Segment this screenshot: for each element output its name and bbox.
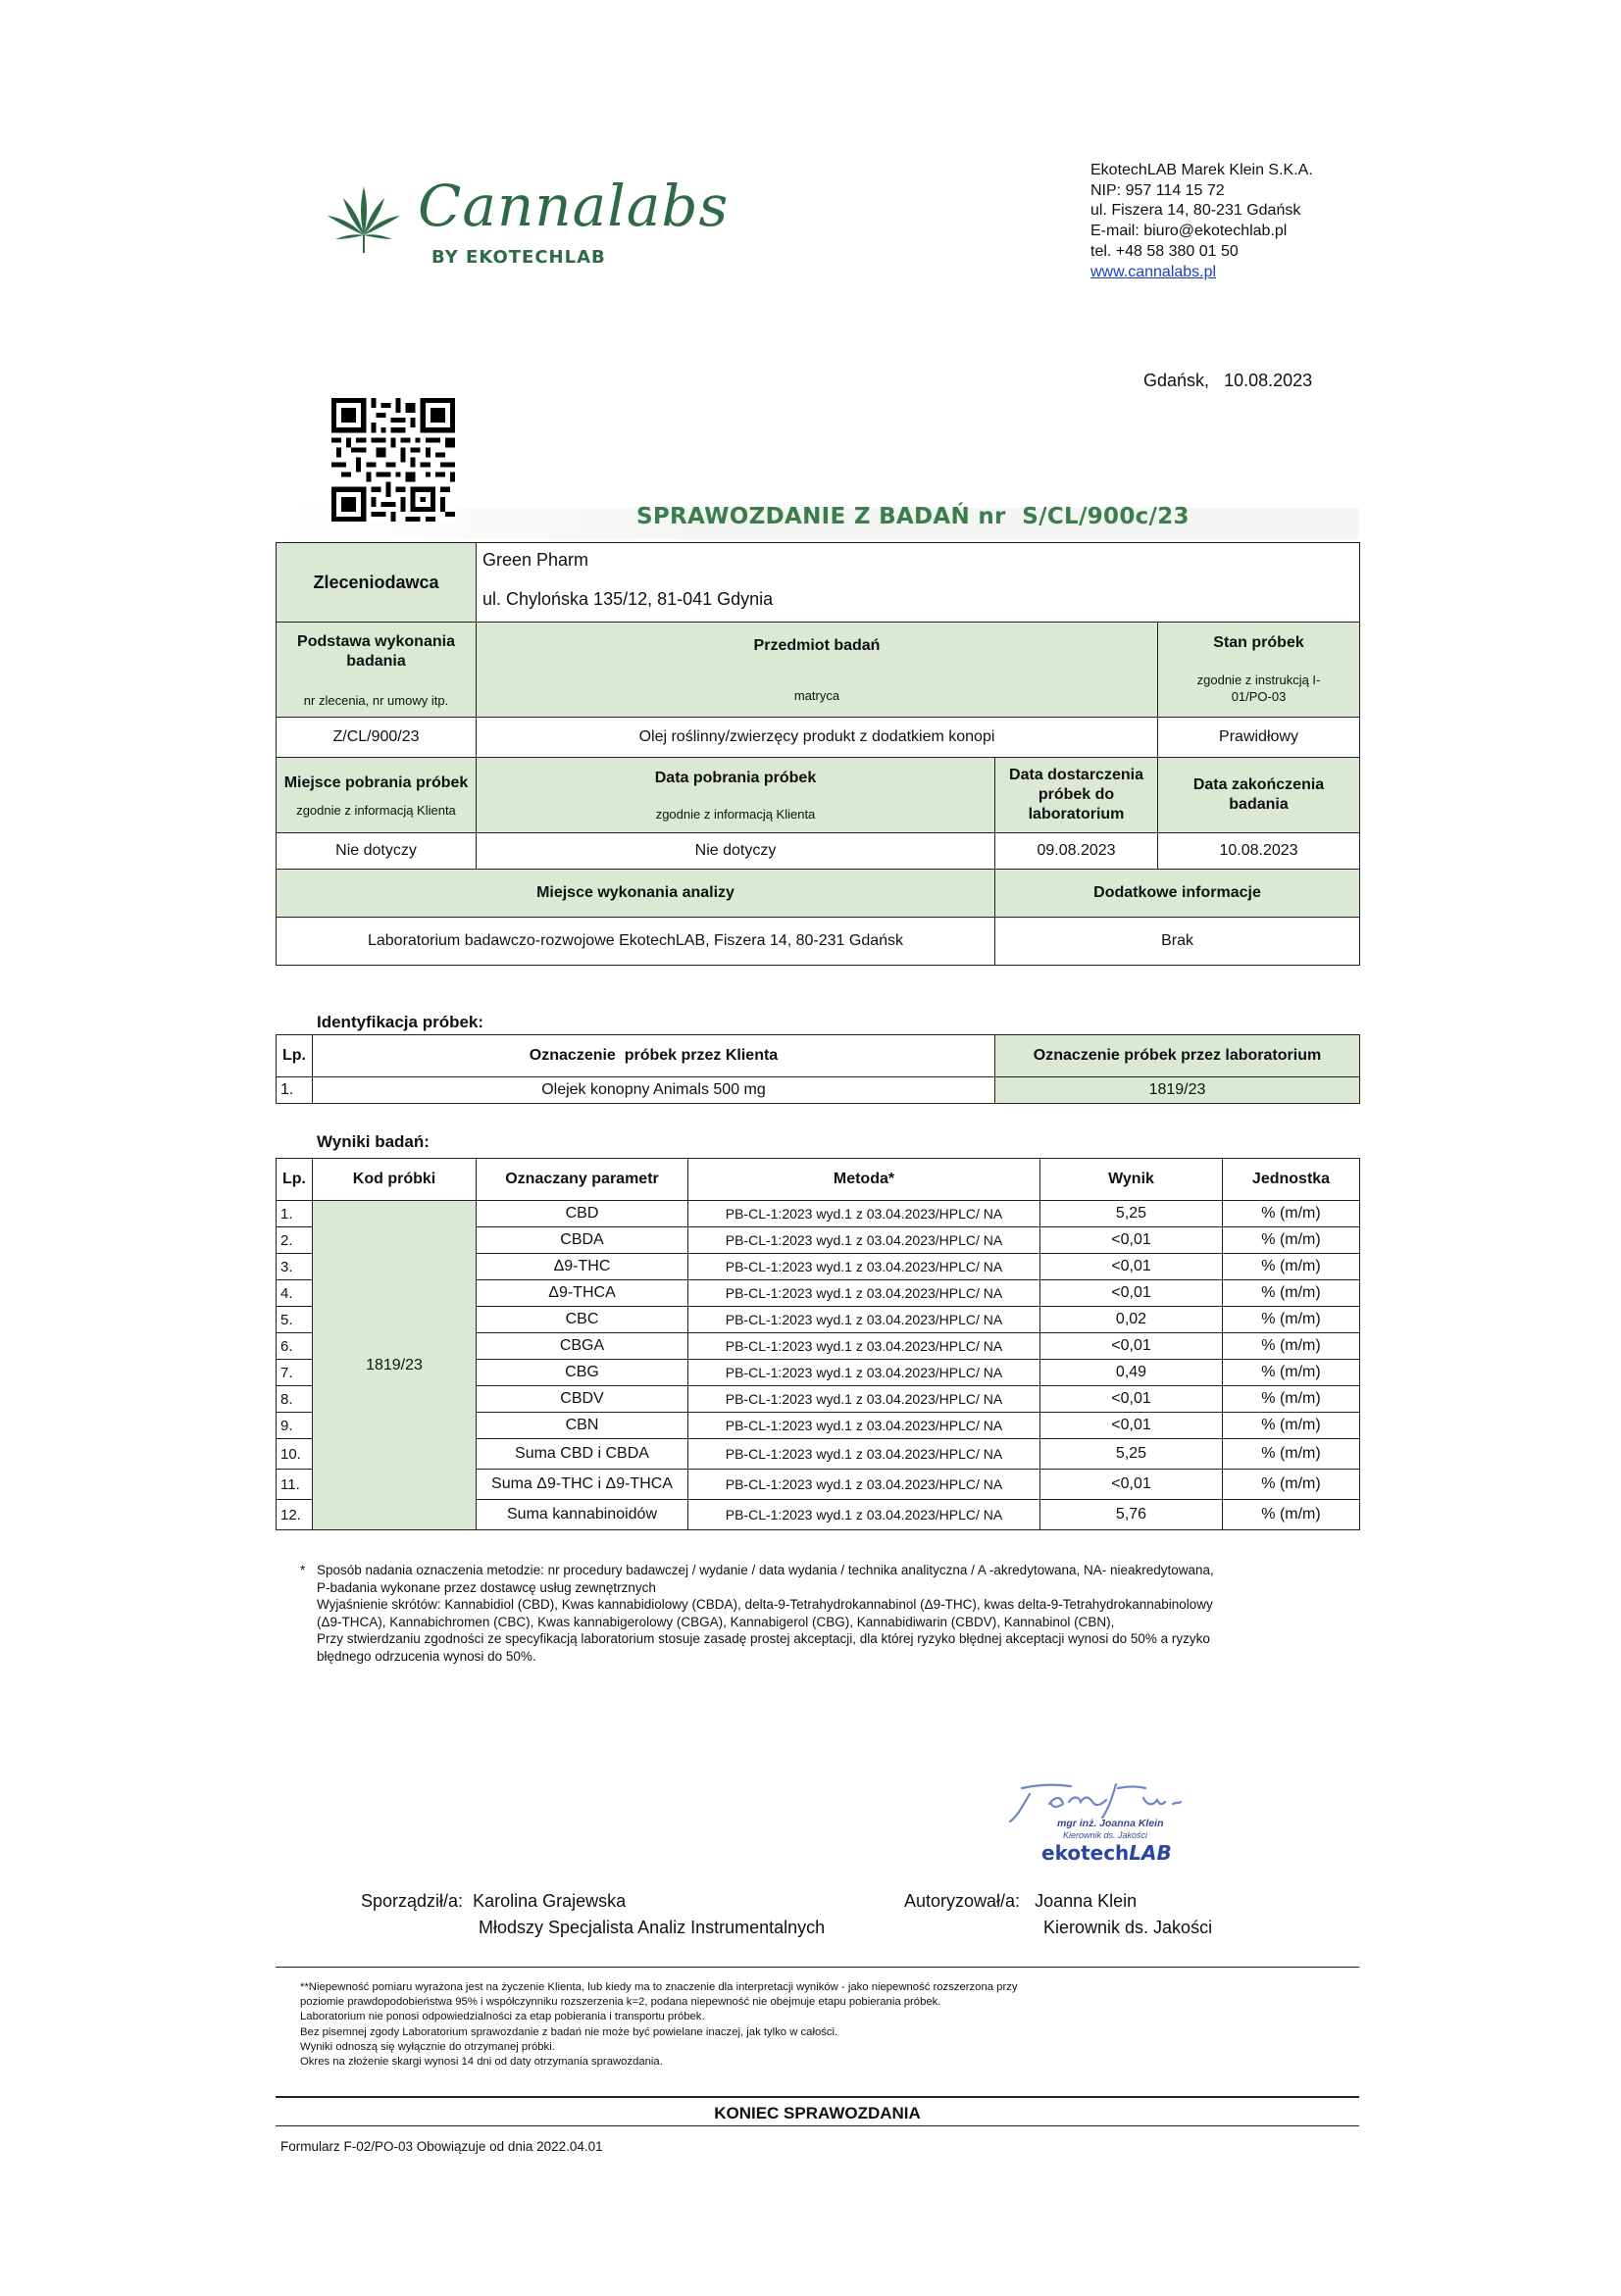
result-method: PB-CL-1:2023 wyd.1 z 03.04.2023/HPLC/ NA [688, 1439, 1040, 1470]
sampling-date-value: Nie dotyczy [477, 833, 995, 870]
company-info [1090, 161, 1313, 282]
result-lp: 4. [277, 1280, 313, 1307]
stamp-brand [1041, 1841, 1172, 1865]
sampling-place-sub: zgodnie z informacją Klienta [296, 802, 456, 818]
completion-date-label: Data zakończenia badania [1158, 758, 1360, 833]
divider [276, 2096, 1359, 2098]
result-value: <0,01 [1040, 1413, 1223, 1439]
result-value: <0,01 [1040, 1227, 1223, 1254]
result-parameter: Δ9-THCA [477, 1280, 688, 1307]
results-header-method: Metoda* [688, 1159, 1040, 1201]
ident-header-lab: Oznaczenie próbek przez laboratorium [995, 1035, 1360, 1077]
notes-line: (Δ9-THCA), Kannabichromen (CBC), Kwas kannabigerolowy (CBGA), Kannabigerol (CBG), Kannabidiwarin (CBDV), Kannabinol (CBN), [317, 1614, 1115, 1629]
result-method: PB-CL-1:2023 wyd.1 z 03.04.2023/HPLC/ NA [688, 1500, 1040, 1530]
result-value: 0,49 [1040, 1360, 1223, 1386]
stamp-name: mgr inż. Joanna Klein [1057, 1818, 1164, 1829]
result-method: PB-CL-1:2023 wyd.1 z 03.04.2023/HPLC/ NA [688, 1227, 1040, 1254]
result-value: <0,01 [1040, 1280, 1223, 1307]
result-parameter: CBGA [477, 1333, 688, 1360]
ident-client: Olejek konopny Animals 500 mg [313, 1077, 995, 1104]
client-label: Zleceniodawca [277, 543, 477, 623]
results-header-unit: Jednostka [1223, 1159, 1360, 1201]
result-lp: 5. [277, 1307, 313, 1333]
notes-star: * [300, 1563, 306, 1577]
notes-line: P-badania wykonane przez dostawcę usług zewnętrznych [317, 1579, 656, 1595]
company-email: E-mail: biuro@ekotechlab.pl [1090, 223, 1288, 240]
subject-label: Przedmiot badań [753, 636, 881, 654]
sampling-place-header [277, 758, 477, 833]
delivery-date-label: Data dostarczenia próbek do laboratorium [995, 758, 1158, 833]
result-parameter: CBDA [477, 1227, 688, 1254]
result-parameter: Suma CBD i CBDA [477, 1439, 688, 1470]
logo-script: Cannalabs [418, 173, 730, 239]
result-lp: 1. [277, 1201, 313, 1227]
result-unit: % (m/m) [1223, 1439, 1360, 1470]
notes-line: Sposób nadania oznaczenia metodzie: nr procedury badawczej / wydanie / data wydania / technika analityczna / A -akredytowana, NA- nieakredytowana, [317, 1563, 1214, 1577]
sampling-date-header [477, 758, 995, 833]
place: Gdańsk, [1143, 371, 1210, 390]
identification-label: Identyfikacja próbek: [317, 1013, 484, 1031]
result-lp: 2. [277, 1227, 313, 1254]
result-unit: % (m/m) [1223, 1386, 1360, 1413]
result-method: PB-CL-1:2023 wyd.1 z 03.04.2023/HPLC/ NA [688, 1470, 1040, 1500]
results-header-param: Oznaczany parametr [477, 1159, 688, 1201]
ident-header-client: Oznaczenie próbek przez Klienta [313, 1035, 995, 1077]
authorized-name: Joanna Klein [1035, 1891, 1138, 1911]
company-nip: NIP: 957 114 15 72 [1090, 181, 1225, 199]
result-unit: % (m/m) [1223, 1307, 1360, 1333]
signature-stamp [1000, 1774, 1216, 1868]
result-unit: % (m/m) [1223, 1413, 1360, 1439]
identification-table [276, 1034, 1360, 1104]
qr-code-icon[interactable] [331, 398, 455, 522]
results-body [277, 1201, 1360, 1530]
results-header-lp: Lp. [277, 1159, 313, 1201]
results-label: Wyniki badań: [317, 1132, 430, 1151]
footnote-line: Okres na złożenie skargi wynosi 14 dni od daty otrzymania sprawozdania. [300, 2056, 663, 2069]
basis-value: Z/CL/900/23 [277, 718, 477, 758]
client-address: ul. Chylońska 135/12, 81-041 Gdynia [477, 576, 1360, 623]
result-method: PB-CL-1:2023 wyd.1 z 03.04.2023/HPLC/ NA [688, 1201, 1040, 1227]
result-lp: 6. [277, 1333, 313, 1360]
subject-header [477, 623, 1158, 718]
place-date [1143, 371, 1312, 391]
result-lp: 7. [277, 1360, 313, 1386]
result-method: PB-CL-1:2023 wyd.1 z 03.04.2023/HPLC/ NA [688, 1360, 1040, 1386]
result-method: PB-CL-1:2023 wyd.1 z 03.04.2023/HPLC/ NA [688, 1333, 1040, 1360]
stamp-brand-a: ekotech [1041, 1841, 1130, 1865]
basis-label: Podstawa wykonania badania [297, 632, 455, 670]
stamp-brand-b: LAB [1129, 1841, 1172, 1865]
footnote-line: Bez pisemnej zgody Laboratorium sprawozdanie z badań nie może być powielane inaczej, jak tylko w całości. [300, 2025, 838, 2038]
result-lp: 3. [277, 1254, 313, 1280]
footnote [300, 1980, 1340, 2070]
result-method: PB-CL-1:2023 wyd.1 z 03.04.2023/HPLC/ NA [688, 1307, 1040, 1333]
footnote-line: **Niepewność pomiaru wyrażona jest na życzenie Klienta, lub kiedy ma to znaczenie dla interpretacji wyników - jako niepewność rozszerzona przy [300, 1981, 1018, 1993]
result-parameter: Suma Δ9-THC i Δ9-THCA [477, 1470, 688, 1500]
sampling-place-value: Nie dotyczy [277, 833, 477, 870]
result-unit: % (m/m) [1223, 1360, 1360, 1386]
result-unit: % (m/m) [1223, 1500, 1360, 1530]
result-unit: % (m/m) [1223, 1227, 1360, 1254]
end-of-report: KONIEC SPRAWOZDANIA [714, 2104, 921, 2122]
report-title: SPRAWOZDANIE Z BADAŃ nr S/CL/900c/23 [636, 504, 1190, 529]
prepared-label: Sporządził/a: [361, 1891, 464, 1911]
sampling-date-sub: zgodnie z informacją Klienta [655, 806, 816, 822]
company-phone: tel. +48 58 380 01 50 [1090, 242, 1239, 260]
result-unit: % (m/m) [1223, 1280, 1360, 1307]
results-table [276, 1158, 1360, 1530]
result-value: <0,01 [1040, 1386, 1223, 1413]
result-lp: 12. [277, 1500, 313, 1530]
state-label: Stan próbek [1213, 634, 1304, 651]
authorized-role: Kierownik ds. Jakości [1043, 1918, 1213, 1937]
result-unit: % (m/m) [1223, 1333, 1360, 1360]
report-date: 10.08.2023 [1224, 371, 1313, 390]
result-unit: % (m/m) [1223, 1470, 1360, 1500]
table-row [277, 1201, 1360, 1227]
result-parameter: CBD [477, 1201, 688, 1227]
subject-sub: matryca [793, 687, 840, 703]
result-value: 5,25 [1040, 1439, 1223, 1470]
result-lp: 8. [277, 1386, 313, 1413]
state-header [1158, 623, 1360, 718]
basis-sub: nr zlecenia, nr umowy itp. [303, 692, 449, 708]
result-parameter: CBC [477, 1307, 688, 1333]
result-lp: 11. [277, 1470, 313, 1500]
result-value: 5,76 [1040, 1500, 1223, 1530]
stamp-role: Kierownik ds. Jakości [1063, 1830, 1148, 1840]
client-name: Green Pharm [477, 543, 1360, 577]
result-method: PB-CL-1:2023 wyd.1 z 03.04.2023/HPLC/ NA [688, 1254, 1040, 1280]
additional-info-label: Dodatkowe informacje [995, 870, 1360, 918]
notes-line: błędnego odrzucenia wynosi do 50%. [317, 1648, 536, 1664]
footnote-line: Laboratorium nie ponosi odpowiedzialności za etap pobierania i transportu próbek. [300, 2011, 705, 2023]
analysis-place-label: Miejsce wykonania analizy [277, 870, 995, 918]
prepared-role: Młodszy Specjalista Analiz Instrumentalnych [479, 1918, 826, 1937]
company-address: ul. Fiszera 14, 80-231 Gdańsk [1090, 202, 1301, 220]
result-parameter: Suma kannabinoidów [477, 1500, 688, 1530]
ident-header-lp: Lp. [277, 1035, 313, 1077]
result-value: 5,25 [1040, 1201, 1223, 1227]
footnote-line: poziomie prawdopodobieństwa 95% i współczynniku rozszerzenia k=2, podana niepewność nie obejmuje etapu pobierania próbek. [300, 1996, 941, 2009]
prepared-name: Karolina Grajewska [473, 1891, 627, 1911]
ident-lp: 1. [277, 1077, 313, 1104]
state-value: Prawidłowy [1158, 718, 1360, 758]
result-value: <0,01 [1040, 1333, 1223, 1360]
authorized-label: Autoryzował/a: [904, 1891, 1021, 1911]
subject-value: Olej roślinny/zwierzęcy produkt z dodatkiem konopi [477, 718, 1158, 758]
result-method: PB-CL-1:2023 wyd.1 z 03.04.2023/HPLC/ NA [688, 1413, 1040, 1439]
result-parameter: CBDV [477, 1386, 688, 1413]
results-header-code: Kod próbki [313, 1159, 477, 1201]
result-method: PB-CL-1:2023 wyd.1 z 03.04.2023/HPLC/ NA [688, 1280, 1040, 1307]
result-value: <0,01 [1040, 1470, 1223, 1500]
result-lp: 9. [277, 1413, 313, 1439]
result-value: <0,01 [1040, 1254, 1223, 1280]
result-lp: 10. [277, 1439, 313, 1470]
result-parameter: CBN [477, 1413, 688, 1439]
results-header-result: Wynik [1040, 1159, 1223, 1201]
notes-line: Przy stwierdzaniu zgodności ze specyfikacją laboratorium stosuje zasadę prostej akceptacji, dla której ryzyko błędnej akceptacji wynosi do 50% a ryzyko [317, 1631, 1210, 1646]
notes-text [317, 1562, 1340, 1665]
logo-subtitle: BY EKOTECHLAB [431, 247, 606, 268]
company-website-link[interactable]: www.cannalabs.pl [1090, 263, 1217, 280]
report-info-table [276, 542, 1360, 966]
state-sub: zgodnie z instrukcją I-01/PO-03 [1196, 673, 1321, 704]
result-value: 0,02 [1040, 1307, 1223, 1333]
additional-info-value: Brak [995, 918, 1360, 966]
result-unit: % (m/m) [1223, 1254, 1360, 1280]
result-unit: % (m/m) [1223, 1201, 1360, 1227]
table-row [277, 1077, 1360, 1104]
result-parameter: CBG [477, 1360, 688, 1386]
footnote-line: Wyniki odnoszą się wyłącznie do otrzymanej próbki. [300, 2040, 555, 2053]
sampling-place-label: Miejsce pobrania próbek [283, 774, 469, 791]
divider [276, 2125, 1359, 2126]
company-logo [322, 165, 730, 277]
result-parameter: Δ9-THC [477, 1254, 688, 1280]
company-name: EkotechLAB Marek Klein S.K.A. [1090, 162, 1313, 178]
delivery-date-value: 09.08.2023 [995, 833, 1158, 870]
result-method: PB-CL-1:2023 wyd.1 z 03.04.2023/HPLC/ NA [688, 1386, 1040, 1413]
ident-lab: 1819/23 [995, 1077, 1360, 1104]
analysis-place-value: Laboratorium badawczo-rozwojowe EkotechLAB, Fiszera 14, 80-231 Gdańsk [277, 918, 995, 966]
authorized-by [904, 1888, 1212, 1941]
notes-line: Wyjaśnienie skrótów: Kannabidiol (CBD), Kwas kannabidiolowy (CBDA), delta-9-Tetrahydrokannabinol (Δ9-THC), kwas delta-9-Tetrahydrokannabinolowy [317, 1597, 1213, 1612]
cannabis-leaf-icon [322, 178, 406, 267]
result-sample-code: 1819/23 [313, 1201, 477, 1530]
method-notes [300, 1562, 1340, 1665]
sampling-date-label: Data pobrania próbek [654, 769, 817, 786]
divider [276, 1967, 1359, 1968]
prepared-by [361, 1888, 825, 1941]
completion-date-value: 10.08.2023 [1158, 833, 1360, 870]
basis-header [277, 623, 477, 718]
form-identifier: Formularz F-02/PO-03 Obowiązuje od dnia 2022.04.01 [280, 2139, 603, 2154]
